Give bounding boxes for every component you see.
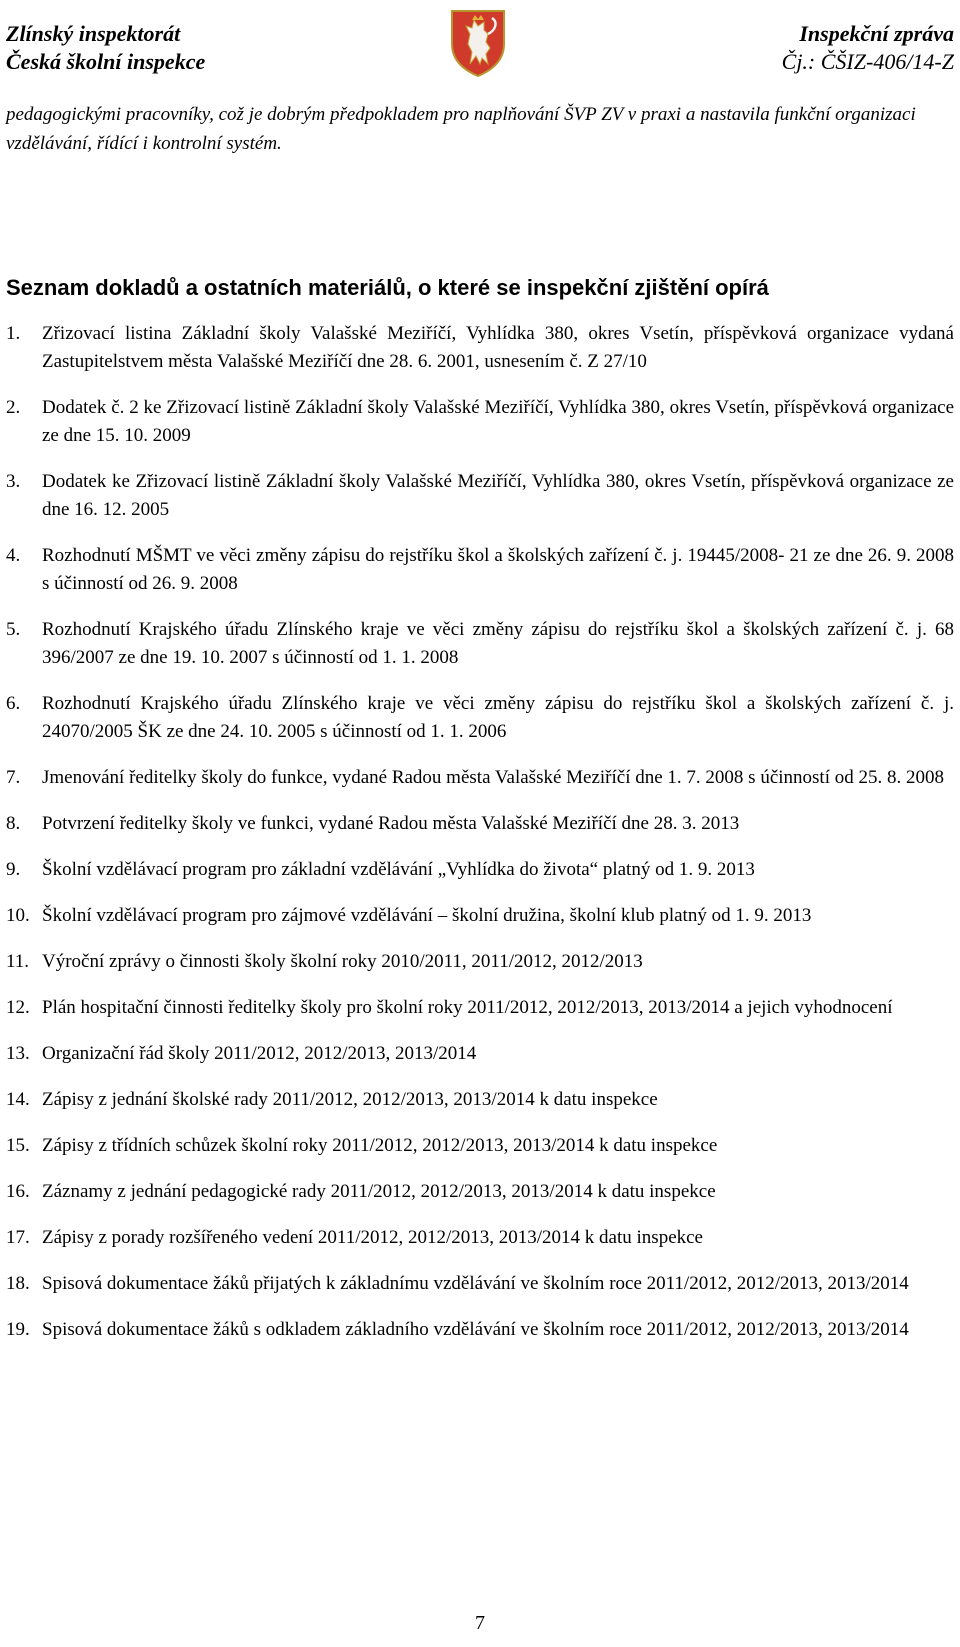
list-item-number: 2. bbox=[6, 397, 21, 418]
list-item-text: Zápisy z třídních schůzek školní roky 2011/2012, 2012/2013, 2013/2014 k datu inspekce bbox=[42, 1135, 718, 1156]
list-item-text: Organizační řád školy 2011/2012, 2012/2013, 2013/2014 bbox=[42, 1043, 477, 1064]
list-item-text: Dodatek ke Zřizovací listině Základní školy Valašské Meziříčí, Vyhlídka 380, okres Vsetín, příspěvková organizace ze dne 16. 12. 2005 bbox=[42, 471, 954, 520]
list-item-text: Výroční zprávy o činnosti školy školní roky 2010/2011, 2011/2012, 2012/2013 bbox=[42, 951, 643, 972]
list-item-text: Rozhodnutí Krajského úřadu Zlínského kraje ve věci změny zápisu do rejstříku škol a školských zařízení č. j. 24070/2005 ŠK ze dne 24. 10. 2005 s účinností od 1. 1. 2006 bbox=[42, 693, 954, 742]
list-item bbox=[6, 856, 954, 884]
list-item-number: 17. bbox=[6, 1227, 30, 1248]
list-item-number: 9. bbox=[6, 859, 21, 880]
list-item bbox=[6, 1270, 954, 1298]
list-item bbox=[6, 1316, 954, 1344]
report-type: Inspekční zpráva bbox=[799, 21, 954, 46]
page-header bbox=[6, 14, 954, 80]
list-item-text: Plán hospitační činnosti ředitelky školy pro školní roky 2011/2012, 2012/2013, 2013/2014 a jejich vyhodnocení bbox=[42, 997, 893, 1018]
header-left bbox=[6, 20, 205, 76]
list-item-text: Zápisy z jednání školské rady 2011/2012, 2012/2013, 2013/2014 k datu inspekce bbox=[42, 1089, 658, 1110]
list-item-number: 6. bbox=[6, 693, 21, 714]
inspectorate-name: Zlínský inspektorát bbox=[6, 21, 181, 46]
list-item bbox=[6, 616, 954, 672]
list-item-text: Spisová dokumentace žáků s odkladem základního vzdělávání ve školním roce 2011/2012, 2012/2013, 2013/2014 bbox=[42, 1319, 909, 1340]
list-item bbox=[6, 810, 954, 838]
list-item-number: 7. bbox=[6, 767, 21, 788]
list-item-number: 1. bbox=[6, 323, 21, 344]
list-item-text: Školní vzdělávací program pro základní vzdělávání „Vyhlídka do života“ platný od 1. 9. 2013 bbox=[42, 859, 755, 880]
list-item bbox=[6, 948, 954, 976]
list-item-number: 5. bbox=[6, 619, 21, 640]
list-item bbox=[6, 1132, 954, 1160]
list-item bbox=[6, 994, 954, 1022]
list-item-text: Spisová dokumentace žáků přijatých k základnímu vzdělávání ve školním roce 2011/2012, 2012/2013, 2013/2014 bbox=[42, 1273, 909, 1294]
list-item-number: 16. bbox=[6, 1181, 30, 1202]
intro-paragraph: pedagogickými pracovníky, což je dobrým předpokladem pro naplňování ŠVP ZV v praxi a nastavila funkční organizaci vzdělávání, řídící i kontrolní systém. bbox=[6, 104, 916, 154]
list-item-text: Zápisy z porady rozšířeného vedení 2011/2012, 2012/2013, 2013/2014 k datu inspekce bbox=[42, 1227, 703, 1248]
list-item-text: Potvrzení ředitelky školy ve funkci, vydané Radou města Valašské Meziříčí dne 28. 3. 2013 bbox=[42, 813, 740, 834]
header-right bbox=[782, 20, 954, 76]
list-item-number: 8. bbox=[6, 813, 21, 834]
inspection-authority-name: Česká školní inspekce bbox=[6, 49, 206, 74]
list-item bbox=[6, 1224, 954, 1252]
list-item-number: 15. bbox=[6, 1135, 30, 1156]
list-item-text: Záznamy z jednání pedagogické rady 2011/2012, 2012/2013, 2013/2014 k datu inspekce bbox=[42, 1181, 716, 1202]
list-item bbox=[6, 690, 954, 746]
reference-number: Čj.: ČŠIZ-406/14-Z bbox=[781, 49, 954, 74]
list-item bbox=[6, 1040, 954, 1068]
list-item bbox=[6, 542, 954, 598]
list-item-number: 19. bbox=[6, 1319, 30, 1340]
list-item-text: Dodatek č. 2 ke Zřizovací listině Základní školy Valašské Meziříčí, Vyhlídka 380, okres Vsetín, příspěvková organizace ze dne 15. 10. 2009 bbox=[42, 397, 954, 446]
list-item-text: Jmenování ředitelky školy do funkce, vydané Radou města Valašské Meziříčí dne 1. 7. 2008 s účinností od 25. 8. 2008 bbox=[42, 767, 944, 788]
list-item bbox=[6, 902, 954, 930]
list-item-number: 18. bbox=[6, 1273, 30, 1294]
czech-lion-emblem-icon bbox=[448, 8, 508, 78]
list-item-number: 4. bbox=[6, 545, 21, 566]
list-item-number: 10. bbox=[6, 905, 30, 926]
list-item bbox=[6, 468, 954, 524]
page-number: 7 bbox=[475, 1612, 485, 1634]
list-item-number: 14. bbox=[6, 1089, 30, 1110]
list-item bbox=[6, 764, 954, 792]
list-item-number: 3. bbox=[6, 471, 21, 492]
section-heading: Seznam dokladů a ostatních materiálů, o které se inspekční zjištění opírá bbox=[6, 275, 769, 300]
list-item bbox=[6, 1178, 954, 1206]
document-list bbox=[6, 320, 954, 1344]
list-item bbox=[6, 394, 954, 450]
list-item bbox=[6, 1086, 954, 1114]
list-item-text: Rozhodnutí Krajského úřadu Zlínského kraje ve věci změny zápisu do rejstříku škol a školských zařízení č. j. 68 396/2007 ze dne 19. 10. 2007 s účinností od 1. 1. 2008 bbox=[42, 619, 954, 668]
list-item-text: Zřizovací listina Základní školy Valašské Meziříčí, Vyhlídka 380, okres Vsetín, příspěvková organizace vydaná Zastupitelstvem města Valašské Meziříčí dne 28. 6. 2001, usnesením č. Z 27/10 bbox=[42, 323, 954, 372]
list-item bbox=[6, 320, 954, 376]
list-item-number: 13. bbox=[6, 1043, 30, 1064]
list-item-number: 12. bbox=[6, 997, 30, 1018]
list-item-text: Rozhodnutí MŠMT ve věci změny zápisu do rejstříku škol a školských zařízení č. j. 19445/2008- 21 ze dne 26. 9. 2008 s účinností od 26. 9. 2008 bbox=[42, 545, 954, 594]
list-item-number: 11. bbox=[6, 951, 30, 972]
list-item-text: Školní vzdělávací program pro zájmové vzdělávání – školní družina, školní klub platný od 1. 9. 2013 bbox=[42, 905, 812, 926]
